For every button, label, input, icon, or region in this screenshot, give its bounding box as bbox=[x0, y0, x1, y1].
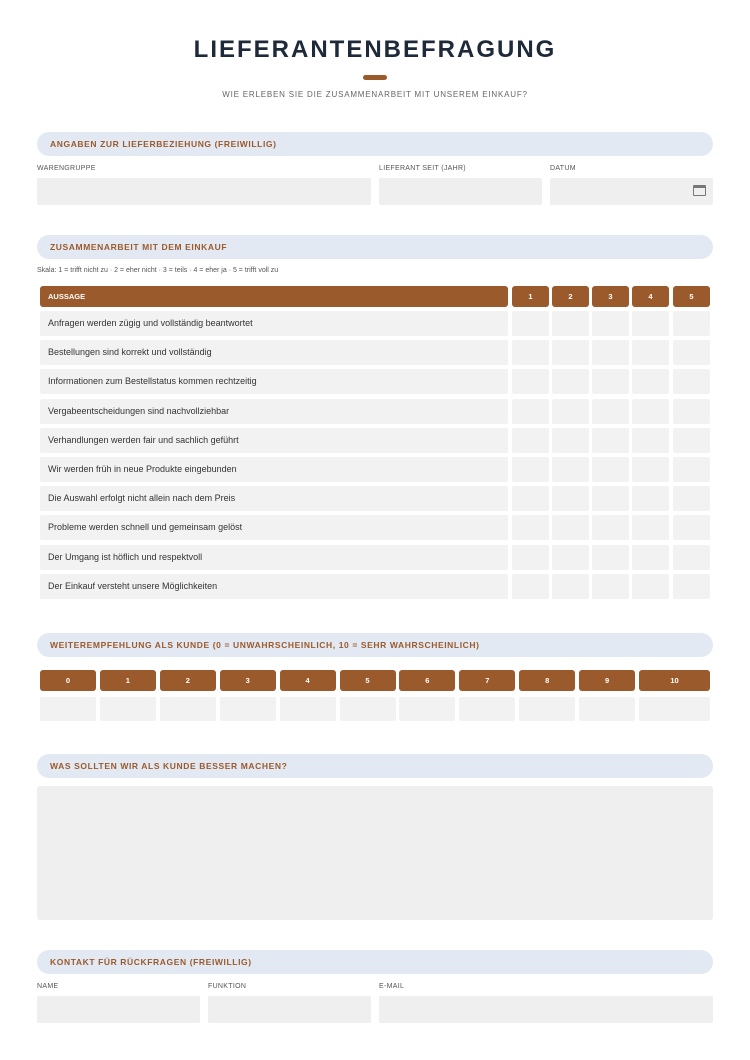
rating-cell-2-4[interactable] bbox=[632, 340, 669, 365]
rating-cell-8-2[interactable] bbox=[552, 515, 589, 540]
rating-cell-7-1[interactable] bbox=[512, 486, 549, 511]
nps-cell-6[interactable] bbox=[399, 697, 455, 721]
rating-cell-3-4[interactable] bbox=[632, 369, 669, 394]
nps-header-8: 8 bbox=[519, 670, 575, 691]
rating-cell-5-2[interactable] bbox=[552, 428, 589, 453]
rating-cell-6-5[interactable] bbox=[673, 457, 710, 482]
rating-cell-3-1[interactable] bbox=[512, 369, 549, 394]
rating-cell-10-5[interactable] bbox=[673, 574, 710, 599]
nps-header-1: 1 bbox=[100, 670, 156, 691]
rating-cell-4-2[interactable] bbox=[552, 399, 589, 424]
rating-cell-1-5[interactable] bbox=[673, 311, 710, 336]
rating-header-5: 5 bbox=[673, 286, 710, 307]
rating-cell-7-5[interactable] bbox=[673, 486, 710, 511]
rating-cell-4-1[interactable] bbox=[512, 399, 549, 424]
rating-cell-7-2[interactable] bbox=[552, 486, 589, 511]
nps-cell-4[interactable] bbox=[280, 697, 336, 721]
page-title: LIEFERANTENBEFRAGUNG bbox=[193, 36, 557, 63]
section-header-verbesserung: WAS SOLLTEN WIR ALS KUNDE BESSER MACHEN? bbox=[37, 754, 713, 778]
rating-cell-1-2[interactable] bbox=[552, 311, 589, 336]
rating-cell-6-1[interactable] bbox=[512, 457, 549, 482]
statement-6: Wir werden früh in neue Produkte eingebunden bbox=[40, 457, 508, 482]
rating-cell-5-4[interactable] bbox=[632, 428, 669, 453]
rating-cell-10-4[interactable] bbox=[632, 574, 669, 599]
rating-cell-5-5[interactable] bbox=[673, 428, 710, 453]
name-label: NAME bbox=[37, 983, 59, 990]
rating-cell-9-5[interactable] bbox=[673, 545, 710, 570]
email-label: E-MAIL bbox=[379, 983, 405, 990]
datum-field[interactable] bbox=[550, 178, 713, 205]
datum-label: DATUM bbox=[550, 165, 576, 172]
statement-4: Vergabeentscheidungen sind nachvollziehbar bbox=[40, 399, 508, 424]
rating-cell-6-3[interactable] bbox=[592, 457, 629, 482]
nps-cell-2[interactable] bbox=[160, 697, 216, 721]
rating-header-2: 2 bbox=[552, 286, 589, 307]
name-field[interactable] bbox=[37, 996, 200, 1023]
nps-header-4: 4 bbox=[280, 670, 336, 691]
nps-cell-8[interactable] bbox=[519, 697, 575, 721]
nps-header-10: 10 bbox=[639, 670, 710, 691]
rating-cell-1-4[interactable] bbox=[632, 311, 669, 336]
section-header-lieferbeziehung: ANGABEN ZUR LIEFERBEZIEHUNG (FREIWILLIG) bbox=[37, 132, 713, 156]
rating-cell-10-1[interactable] bbox=[512, 574, 549, 599]
nps-header-9: 9 bbox=[579, 670, 635, 691]
rating-cell-3-2[interactable] bbox=[552, 369, 589, 394]
page-subtitle: WIE ERLEBEN SIE DIE ZUSAMMENARBEIT MIT UNSEREM EINKAUF? bbox=[222, 90, 528, 99]
nps-header-2: 2 bbox=[160, 670, 216, 691]
nps-cell-1[interactable] bbox=[100, 697, 156, 721]
rating-header-4: 4 bbox=[632, 286, 669, 307]
funktion-field[interactable] bbox=[208, 996, 371, 1023]
rating-cell-9-1[interactable] bbox=[512, 545, 549, 570]
rating-cell-8-4[interactable] bbox=[632, 515, 669, 540]
rating-cell-2-3[interactable] bbox=[592, 340, 629, 365]
scale-note: Skala: 1 = trifft nicht zu · 2 = eher nicht · 3 = teils · 4 = eher ja · 5 = trifft voll zu bbox=[37, 267, 279, 274]
section-header-zusammenarbeit: ZUSAMMENARBEIT MIT DEM EINKAUF bbox=[37, 235, 713, 259]
lieferant-seit-label: LIEFERANT SEIT (JAHR) bbox=[379, 165, 466, 172]
rating-cell-7-4[interactable] bbox=[632, 486, 669, 511]
statement-1: Anfragen werden zügig und vollständig beantwortet bbox=[40, 311, 508, 336]
rating-cell-4-4[interactable] bbox=[632, 399, 669, 424]
statement-2: Bestellungen sind korrekt und vollständig bbox=[40, 340, 508, 365]
rating-cell-9-4[interactable] bbox=[632, 545, 669, 570]
nps-header-7: 7 bbox=[459, 670, 515, 691]
statement-7: Die Auswahl erfolgt nicht allein nach dem Preis bbox=[40, 486, 508, 511]
rating-cell-9-2[interactable] bbox=[552, 545, 589, 570]
nps-cell-0[interactable] bbox=[40, 697, 96, 721]
email-field[interactable] bbox=[379, 996, 713, 1023]
rating-cell-6-4[interactable] bbox=[632, 457, 669, 482]
section-header-kontakt: KONTAKT FÜR RÜCKFRAGEN (FREIWILLIG) bbox=[37, 950, 713, 974]
lieferant-seit-field[interactable] bbox=[379, 178, 542, 205]
rating-cell-2-2[interactable] bbox=[552, 340, 589, 365]
funktion-label: FUNKTION bbox=[208, 983, 247, 990]
rating-cell-8-1[interactable] bbox=[512, 515, 549, 540]
rating-cell-2-5[interactable] bbox=[673, 340, 710, 365]
rating-cell-4-3[interactable] bbox=[592, 399, 629, 424]
rating-cell-2-1[interactable] bbox=[512, 340, 549, 365]
nps-cell-5[interactable] bbox=[340, 697, 396, 721]
rating-header-3: 3 bbox=[592, 286, 629, 307]
rating-cell-3-3[interactable] bbox=[592, 369, 629, 394]
aussage-column-header: AUSSAGE bbox=[40, 286, 508, 307]
rating-cell-9-3[interactable] bbox=[592, 545, 629, 570]
nps-header-0: 0 bbox=[40, 670, 96, 691]
statement-3: Informationen zum Bestellstatus kommen rechtzeitig bbox=[40, 369, 508, 394]
rating-cell-5-3[interactable] bbox=[592, 428, 629, 453]
rating-cell-1-1[interactable] bbox=[512, 311, 549, 336]
rating-cell-8-5[interactable] bbox=[673, 515, 710, 540]
rating-cell-8-3[interactable] bbox=[592, 515, 629, 540]
statement-9: Der Umgang ist höflich und respektvoll bbox=[40, 545, 508, 570]
nps-header-6: 6 bbox=[399, 670, 455, 691]
calendar-icon[interactable] bbox=[693, 185, 706, 196]
rating-cell-6-2[interactable] bbox=[552, 457, 589, 482]
nps-header-3: 3 bbox=[220, 670, 276, 691]
nps-cell-9[interactable] bbox=[579, 697, 635, 721]
rating-cell-7-3[interactable] bbox=[592, 486, 629, 511]
rating-cell-1-3[interactable] bbox=[592, 311, 629, 336]
rating-cell-4-5[interactable] bbox=[673, 399, 710, 424]
warengruppe-label: WARENGRUPPE bbox=[37, 165, 96, 172]
nps-header-5: 5 bbox=[340, 670, 396, 691]
statement-10: Der Einkauf versteht unsere Möglichkeiten bbox=[40, 574, 508, 599]
nps-cell-3[interactable] bbox=[220, 697, 276, 721]
statement-5: Verhandlungen werden fair und sachlich geführt bbox=[40, 428, 508, 453]
nps-cell-10[interactable] bbox=[639, 697, 710, 721]
section-header-weiterempfehlung: WEITEREMPFEHLUNG ALS KUNDE (0 = UNWAHRSCHEINLICH, 10 = SEHR WAHRSCHEINLICH) bbox=[37, 633, 713, 657]
nps-cell-7[interactable] bbox=[459, 697, 515, 721]
title-divider bbox=[363, 75, 387, 80]
rating-cell-3-5[interactable] bbox=[673, 369, 710, 394]
rating-cell-10-3[interactable] bbox=[592, 574, 629, 599]
rating-cell-5-1[interactable] bbox=[512, 428, 549, 453]
statement-8: Probleme werden schnell und gemeinsam gelöst bbox=[40, 515, 508, 540]
verbesserung-textarea[interactable] bbox=[37, 786, 713, 920]
warengruppe-field[interactable] bbox=[37, 178, 371, 205]
rating-cell-10-2[interactable] bbox=[552, 574, 589, 599]
rating-header-1: 1 bbox=[512, 286, 549, 307]
